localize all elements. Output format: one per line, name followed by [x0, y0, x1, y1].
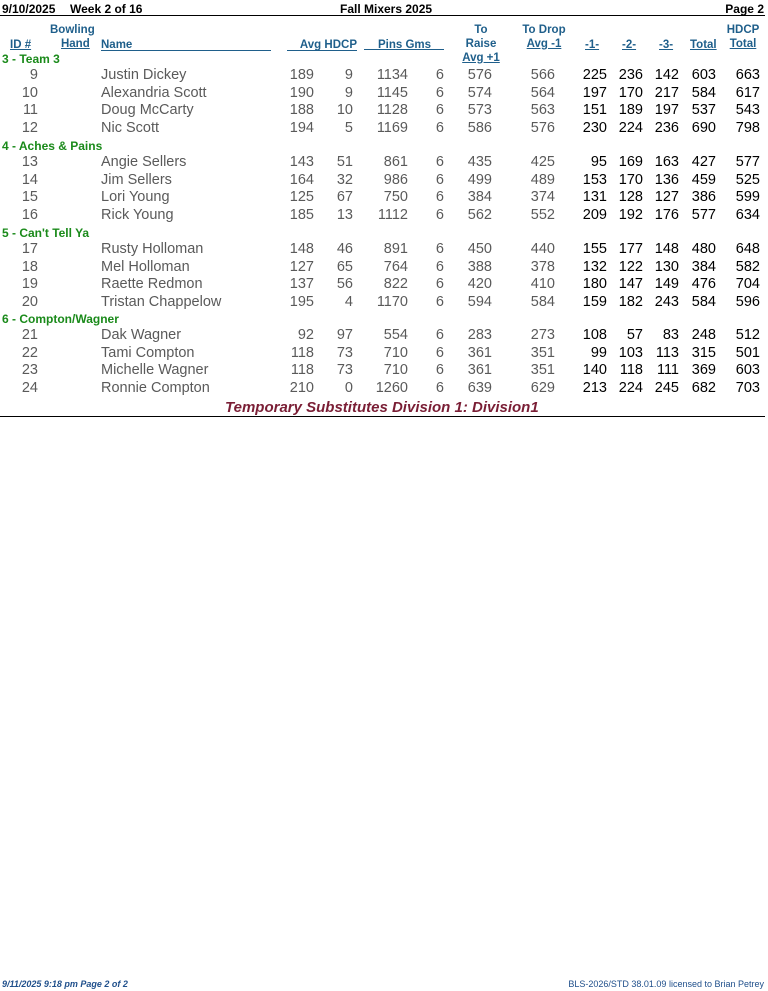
cell-avg: 118	[290, 362, 314, 379]
cell-name: Alexandria Scott	[101, 84, 207, 101]
cell-total: 476	[691, 276, 716, 293]
cell-htotal: 703	[735, 379, 760, 396]
cell-g2: 147	[618, 276, 643, 293]
page-label: Page 2	[725, 2, 764, 16]
cell-name: Angie Sellers	[101, 154, 187, 170]
cell-g2: 224	[618, 119, 643, 136]
team-heading: 3 - Team 3	[2, 52, 60, 66]
cell-g1: 131	[582, 189, 607, 206]
team-heading: 6 - Compton/Wagner	[2, 312, 119, 326]
col-id: ID #	[10, 39, 32, 51]
cell-drop: 374	[530, 189, 555, 206]
cell-total: 386	[691, 189, 716, 206]
cell-avg: 92	[297, 327, 314, 343]
cell-id: 9	[29, 67, 38, 83]
cell-g3: 197	[654, 102, 679, 119]
cell-g2: 103	[618, 344, 643, 361]
cell-raise: 562	[467, 206, 492, 223]
bowler-row	[0, 362, 768, 380]
cell-g3: 217	[654, 84, 679, 101]
cell-g2: 128	[618, 189, 643, 206]
cell-id: 20	[21, 293, 38, 310]
cell-raise: 384	[467, 189, 492, 206]
cell-g2: 57	[626, 327, 643, 343]
cell-avg: 188	[289, 102, 314, 119]
cell-gms: 6	[435, 189, 444, 206]
cell-g2: 224	[618, 379, 643, 396]
bowler-row	[0, 345, 768, 363]
cell-g2: 236	[618, 67, 643, 83]
cell-avg: 127	[289, 258, 314, 275]
cell-id: 12	[21, 119, 38, 136]
cell-g3: 83	[662, 327, 679, 343]
cell-drop: 629	[530, 379, 555, 396]
cell-drop: 351	[530, 362, 555, 379]
roster-bottom-divider	[0, 416, 765, 417]
cell-hdcp: 32	[336, 171, 353, 188]
col-hdcp-label: HDCP	[726, 24, 760, 36]
cell-gms: 6	[435, 154, 444, 170]
cell-g1: 159	[582, 293, 607, 310]
cell-g2: 177	[618, 241, 643, 257]
col-avg-hdcp: Avg HDCP	[299, 39, 357, 51]
cell-drop: 584	[530, 293, 555, 310]
cell-name: Michelle Wagner	[101, 362, 209, 379]
cell-total: 584	[691, 293, 716, 310]
cell-pins: 554	[383, 327, 408, 343]
cell-pins: 1134	[376, 67, 408, 83]
cell-name: Rusty Holloman	[101, 241, 204, 257]
cell-drop: 440	[530, 241, 555, 257]
cell-gms: 6	[435, 119, 444, 136]
cell-drop: 351	[530, 344, 555, 361]
cell-drop: 273	[530, 327, 555, 343]
cell-name: Lori Young	[101, 189, 170, 206]
bowler-row	[0, 102, 768, 120]
cell-gms: 6	[435, 206, 444, 223]
cell-hdcp: 10	[336, 102, 353, 119]
cell-avg: 118	[290, 344, 314, 361]
cell-g3: 130	[654, 258, 679, 275]
bowler-row	[0, 172, 768, 190]
cell-drop: 566	[530, 67, 555, 83]
header-divider	[0, 15, 765, 16]
col-to-raise	[458, 23, 504, 65]
cell-drop: 425	[530, 154, 555, 170]
cell-pins: 1169	[376, 119, 408, 136]
col-to-drop	[522, 23, 566, 51]
cell-g3: 148	[654, 241, 679, 257]
cell-drop: 410	[530, 276, 555, 293]
cell-total: 384	[691, 258, 716, 275]
cell-name: Justin Dickey	[101, 67, 187, 83]
cell-g1: 213	[582, 379, 607, 396]
cell-g1: 140	[582, 362, 607, 379]
bowler-row	[0, 294, 768, 312]
cell-hdcp: 0	[344, 379, 353, 396]
col-avg-minus: Avg -1	[526, 38, 562, 50]
cell-g3: 142	[654, 67, 679, 83]
cell-name: Rick Young	[101, 206, 174, 223]
col-bowling: Bowling	[50, 24, 95, 36]
cell-htotal: 617	[735, 84, 760, 101]
cell-pins: 764	[383, 258, 408, 275]
cell-g1: 108	[582, 327, 607, 343]
cell-g3: 176	[654, 206, 679, 223]
cell-hdcp: 46	[336, 241, 353, 257]
cell-htotal: 648	[735, 241, 760, 257]
cell-raise: 361	[467, 362, 492, 379]
cell-g3: 245	[654, 379, 679, 396]
license-note: BLS-2026/STD 38.01.09 licensed to Brian Petrey	[568, 979, 764, 989]
cell-name: Dak Wagner	[101, 327, 182, 343]
cell-gms: 6	[435, 293, 444, 310]
cell-g2: 189	[618, 102, 643, 119]
cell-htotal: 582	[735, 258, 760, 275]
team-heading: 5 - Can't Tell Ya	[2, 226, 90, 240]
cell-name: Nic Scott	[101, 119, 160, 136]
cell-htotal: 501	[735, 344, 760, 361]
cell-hdcp: 13	[336, 206, 353, 223]
bowler-row	[0, 67, 768, 85]
cell-htotal: 525	[735, 171, 760, 188]
bowler-row	[0, 259, 768, 277]
col-total: Total	[690, 39, 717, 51]
col-to-raise-label: To Raise	[465, 24, 497, 50]
cell-raise: 283	[467, 327, 492, 343]
report-title: Fall Mixers 2025	[340, 2, 433, 16]
cell-total: 682	[691, 379, 716, 396]
cell-hdcp: 73	[336, 362, 353, 379]
bowler-row	[0, 154, 768, 172]
cell-htotal: 599	[735, 189, 760, 206]
cell-avg: 143	[289, 154, 314, 170]
cell-pins: 1145	[376, 84, 408, 101]
cell-name: Ronnie Compton	[101, 379, 210, 396]
cell-total: 584	[691, 84, 716, 101]
cell-raise: 586	[467, 119, 492, 136]
cell-g1: 99	[590, 344, 607, 361]
cell-pins: 986	[383, 171, 408, 188]
cell-g1: 197	[582, 84, 607, 101]
cell-pins: 822	[383, 276, 408, 293]
cell-gms: 6	[435, 241, 444, 257]
col-pins-gms: Pins Gms	[378, 39, 432, 51]
cell-avg: 194	[289, 119, 314, 136]
cell-htotal: 512	[735, 327, 760, 343]
cell-pins: 1170	[376, 293, 408, 310]
cell-id: 15	[21, 189, 38, 206]
cell-hdcp: 73	[336, 344, 353, 361]
cell-total: 480	[691, 241, 716, 257]
cell-g2: 170	[618, 84, 643, 101]
cell-htotal: 543	[735, 102, 760, 119]
cell-raise: 450	[467, 241, 492, 257]
cell-id: 24	[21, 379, 38, 396]
col-game3: -3-	[659, 39, 674, 51]
cell-htotal: 704	[735, 276, 760, 293]
cell-g2: 118	[619, 362, 643, 379]
cell-g3: 113	[655, 344, 679, 361]
col-name: Name	[101, 39, 133, 51]
cell-name: Raette Redmon	[101, 276, 203, 293]
cell-avg: 190	[289, 84, 314, 101]
cell-gms: 6	[435, 84, 444, 101]
cell-pins: 710	[383, 362, 408, 379]
cell-avg: 185	[289, 206, 314, 223]
cell-raise: 361	[467, 344, 492, 361]
cell-htotal: 798	[735, 119, 760, 136]
cell-g3: 149	[654, 276, 679, 293]
cell-htotal: 663	[735, 67, 760, 83]
bowler-row	[0, 207, 768, 225]
cell-hdcp: 9	[344, 67, 353, 83]
cell-name: Doug McCarty	[101, 102, 194, 119]
cell-id: 10	[21, 84, 38, 101]
bowler-row	[0, 327, 768, 345]
cell-hdcp: 51	[336, 154, 353, 170]
cell-g1: 155	[582, 241, 607, 257]
cell-g1: 230	[582, 119, 607, 136]
cell-avg: 137	[289, 276, 314, 293]
col-bowling-hand	[50, 23, 95, 51]
cell-avg: 210	[289, 379, 314, 396]
cell-hdcp: 65	[336, 258, 353, 275]
cell-drop: 563	[530, 102, 555, 119]
cell-id: 22	[21, 344, 38, 361]
cell-hdcp: 9	[344, 84, 353, 101]
cell-g2: 192	[618, 206, 643, 223]
col-hdcp-total	[726, 23, 760, 51]
cell-g1: 180	[582, 276, 607, 293]
cell-g1: 209	[582, 206, 607, 223]
cell-raise: 576	[467, 67, 492, 83]
cell-total: 690	[691, 119, 716, 136]
cell-g2: 182	[618, 293, 643, 310]
cell-total: 459	[691, 171, 716, 188]
cell-name: Tami Compton	[101, 344, 195, 361]
cell-raise: 574	[467, 84, 492, 101]
cell-raise: 594	[467, 293, 492, 310]
cell-drop: 552	[530, 206, 555, 223]
cell-g3: 127	[654, 189, 679, 206]
cell-total: 603	[691, 67, 716, 83]
bowler-row	[0, 189, 768, 207]
cell-id: 14	[21, 171, 38, 188]
cell-g1: 132	[582, 258, 607, 275]
cell-raise: 499	[467, 171, 492, 188]
bowler-row	[0, 276, 768, 294]
cell-id: 13	[21, 154, 38, 170]
cell-avg: 148	[289, 241, 314, 257]
cell-name: Jim Sellers	[101, 171, 172, 188]
bowler-row	[0, 241, 768, 259]
cell-id: 16	[21, 206, 38, 223]
cell-g1: 153	[582, 171, 607, 188]
cell-total: 369	[691, 362, 716, 379]
col-game2: -2-	[622, 39, 637, 51]
cell-id: 21	[21, 327, 38, 343]
cell-g3: 236	[654, 119, 679, 136]
bowler-row	[0, 120, 768, 138]
cell-id: 17	[21, 241, 38, 257]
cell-g3: 163	[654, 154, 679, 170]
cell-g2: 122	[618, 258, 643, 275]
team-heading: 4 - Aches & Pains	[2, 139, 103, 153]
cell-raise: 435	[467, 154, 492, 170]
cell-g1: 225	[582, 67, 607, 83]
cell-gms: 6	[435, 102, 444, 119]
bowler-row	[0, 85, 768, 103]
cell-name: Mel Holloman	[101, 258, 190, 275]
cell-raise: 573	[467, 102, 492, 119]
print-timestamp: 9/11/2025 9:18 pm Page 2 of 2	[2, 979, 128, 989]
col-hdcp-total-label: Total	[729, 38, 757, 50]
cell-hdcp: 97	[336, 327, 353, 343]
bowler-row	[0, 380, 768, 398]
cell-gms: 6	[435, 362, 444, 379]
cell-htotal: 577	[735, 154, 760, 170]
cell-total: 315	[691, 344, 716, 361]
cell-raise: 388	[467, 258, 492, 275]
cell-total: 577	[691, 206, 716, 223]
cell-g3: 111	[656, 362, 679, 379]
cell-g2: 170	[618, 171, 643, 188]
cell-total: 427	[691, 154, 716, 170]
cell-gms: 6	[435, 344, 444, 361]
cell-hdcp: 5	[344, 119, 353, 136]
cell-pins: 861	[383, 154, 408, 170]
cell-gms: 6	[435, 258, 444, 275]
cell-pins: 1128	[376, 102, 408, 119]
cell-raise: 639	[467, 379, 492, 396]
cell-pins: 891	[383, 241, 408, 257]
cell-hdcp: 56	[336, 276, 353, 293]
cell-id: 23	[21, 362, 38, 379]
cell-g1: 151	[582, 102, 607, 119]
cell-drop: 564	[530, 84, 555, 101]
cell-pins: 750	[383, 189, 408, 206]
cell-id: 19	[21, 276, 38, 293]
cell-total: 537	[691, 102, 716, 119]
cell-avg: 125	[289, 189, 314, 206]
cell-g2: 169	[618, 154, 643, 170]
cell-drop: 489	[530, 171, 555, 188]
col-game1: -1-	[585, 39, 600, 51]
cell-drop: 378	[530, 258, 555, 275]
cell-drop: 576	[530, 119, 555, 136]
cell-pins: 1112	[377, 206, 408, 223]
cell-gms: 6	[435, 379, 444, 396]
cell-raise: 420	[467, 276, 492, 293]
report-date: 9/10/2025	[2, 2, 56, 16]
cell-gms: 6	[435, 171, 444, 188]
cell-hdcp: 4	[344, 293, 353, 310]
substitutes-heading: Temporary Substitutes Division 1: Division1	[225, 399, 539, 416]
cell-gms: 6	[435, 276, 444, 293]
cell-htotal: 603	[735, 362, 760, 379]
col-to-drop-label: To Drop	[522, 24, 566, 36]
cell-name: Tristan Chappelow	[101, 293, 222, 310]
cell-avg: 189	[289, 67, 314, 83]
cell-pins: 710	[383, 344, 408, 361]
cell-g3: 243	[654, 293, 679, 310]
cell-htotal: 634	[735, 206, 760, 223]
cell-g1: 95	[590, 154, 607, 170]
cell-hdcp: 67	[336, 189, 353, 206]
cell-id: 18	[21, 258, 38, 275]
cell-gms: 6	[435, 67, 444, 83]
week-label: Week 2 of 16	[70, 2, 143, 16]
cell-pins: 1260	[375, 379, 408, 396]
cell-id: 11	[22, 102, 38, 119]
cell-total: 248	[691, 327, 716, 343]
cell-g3: 136	[654, 171, 679, 188]
cell-htotal: 596	[735, 293, 760, 310]
cell-avg: 195	[289, 293, 314, 310]
cell-gms: 6	[435, 327, 444, 343]
col-avg-plus: Avg +1	[462, 52, 500, 64]
cell-avg: 164	[289, 171, 314, 188]
col-hand: Hand	[60, 38, 90, 50]
